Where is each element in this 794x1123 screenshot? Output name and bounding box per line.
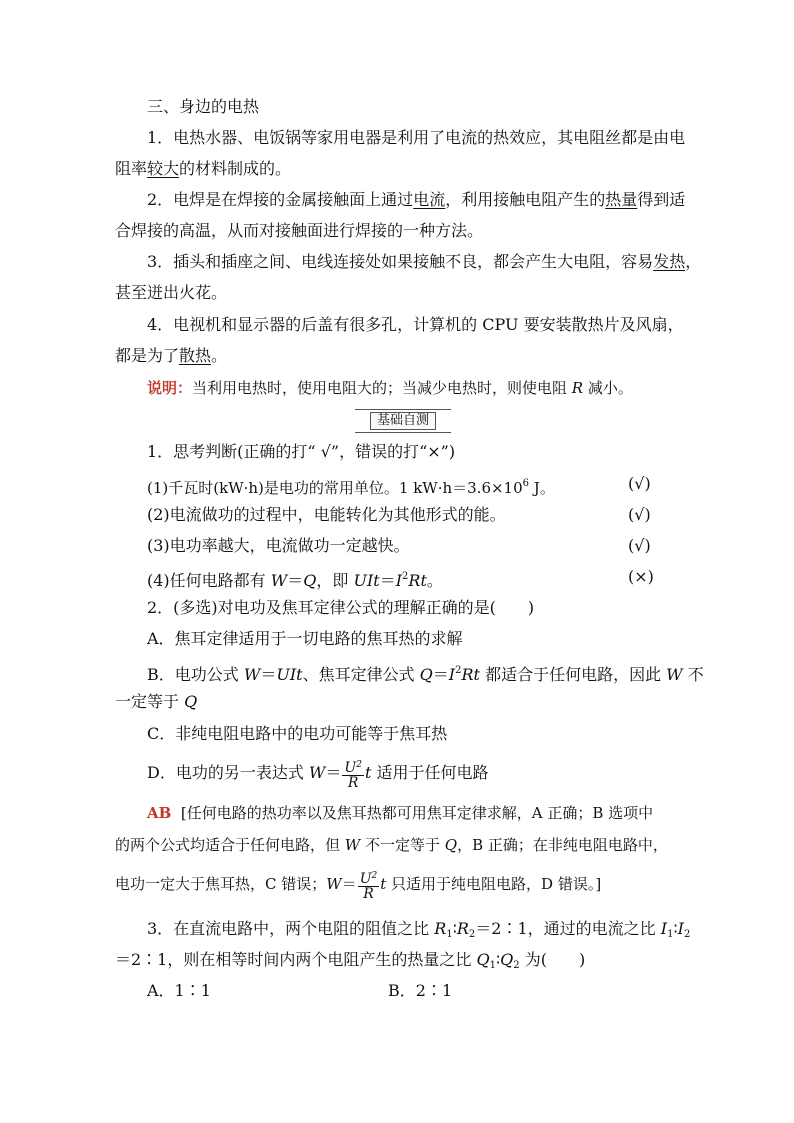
q2-explanation-line-1: AB [任何电路的热功率以及焦耳热都可用焦耳定律求解，A 正确；B 选项中 (147, 804, 654, 822)
q2-option-a: A．焦耳定律适用于一切电路的焦耳热的求解 (147, 629, 463, 648)
fraction-u2-over-r: $\frac{U^2}{R}$ (344, 759, 362, 791)
q1-item-2: (2)电流做功的过程中，电能转化为其他形式的能。 (147, 505, 506, 524)
q2-explanation-line-2: 的两个公式均适合于任何电路，但 W 不一定等于 Q，B 正确；在非纯电阻电路中， (115, 836, 668, 854)
q1-item-1-mark: (√) (628, 474, 651, 493)
q2-explanation-line-3: 电功一定大于焦耳热，C 错误；W＝ $\frac{U^2}{R}$ t 只适用于纯电阻电路，D 错误。] (115, 871, 602, 902)
underlined-answer: 电流 (413, 190, 446, 209)
underlined-answer: 热量 (605, 190, 638, 209)
q2-option-c: C．非纯电阻电路中的电功可能等于焦耳热 (147, 724, 448, 743)
item-3-line-1: 3．插头和插座之间、电线连接处如果接触不良，都会产生大电阻，容易发热， (147, 252, 702, 271)
q1-item-1: (1)千瓦时(kW·h)是电功的常用单位。1 $kW\cdot h=3.6\times 10^6$ J。 (147, 478, 555, 497)
q3-option-b: B．2∶1 (388, 981, 453, 1000)
item-1-line-1: 1．电热水器、电饭锅等家用电器是利用了电流的热效应，其电阻丝都是由电 (147, 128, 686, 147)
q2-option-b-line-2: 一定等于 Q (115, 692, 198, 711)
underlined-answer: 散热 (179, 346, 212, 365)
note: 说明：当利用电热时，使用电阻大的；当减少电热时，则使电阻 R 减小。 (147, 379, 633, 397)
q1-item-3-mark: (√) (628, 536, 651, 555)
q1-item-3: (3)电功率越大，电流做功一定越快。 (147, 536, 410, 555)
section-title: 三、身边的电热 (147, 97, 260, 116)
underlined-answer: 发热 (653, 252, 686, 271)
item-1-line-2: 阻率较大的材料制成的。 (115, 159, 292, 178)
section-banner (355, 409, 451, 433)
item-3-line-2: 甚至迸出火花。 (115, 283, 228, 302)
q3-stem-line-1: 3．在直流电路中，两个电阻的阻值之比 $R_1∶R_2=2∶1$，通过的电流之比 $I_1∶I_2$ (147, 919, 691, 940)
item-2-line-1: 2．电焊是在焊接的金属接触面上通过电流，利用接触电阻产生的热量得到适 (147, 190, 686, 209)
q1-item-2-mark: (√) (628, 505, 651, 524)
q2-stem: 2．(多选)对电功及焦耳定律公式的理解正确的是( ) (147, 598, 535, 617)
underlined-answer: 较大 (147, 159, 180, 178)
q1-item-4-mark: (×) (628, 567, 654, 586)
q2-option-b-line-1: B．电功公式 W＝UIt、焦耳定律公式 $Q=I^2Rt$ 都适合于任何电路，因此 W 不 (147, 665, 704, 684)
item-2-line-2: 合焊接的高温，从而对接触面进行焊接的一种方法。 (115, 221, 484, 240)
q1-stem: 1．思考判断(正确的打“ √”，错误的打“×”) (147, 442, 456, 461)
q1-item-4: (4)任何电路都有 W＝Q，即 $UIt=I^2Rt$。 (147, 571, 443, 590)
fraction-u2-over-r: $\frac{U^2}{R}$ (359, 871, 378, 902)
banner-label: 基础自测 (370, 412, 436, 430)
q3-stem-line-2: ＝2∶1，则在相等时间内两个电阻产生的热量之比 $Q_1∶Q_2$ 为( ) (115, 950, 586, 971)
note-label: 说明： (147, 379, 193, 397)
q3-option-a: A．1∶1 (147, 981, 211, 1000)
q2-answer: AB (147, 804, 172, 822)
q2-option-d: D．电功的另一表达式 W＝ $\frac{U^2}{R}$ t 适用于任何电路 (147, 759, 489, 791)
item-4-line-1: 4．电视机和显示器的后盖有很多孔，计算机的 CPU 要安装散热片及风扇， (147, 315, 684, 334)
item-4-line-2: 都是为了散热。 (115, 346, 228, 365)
